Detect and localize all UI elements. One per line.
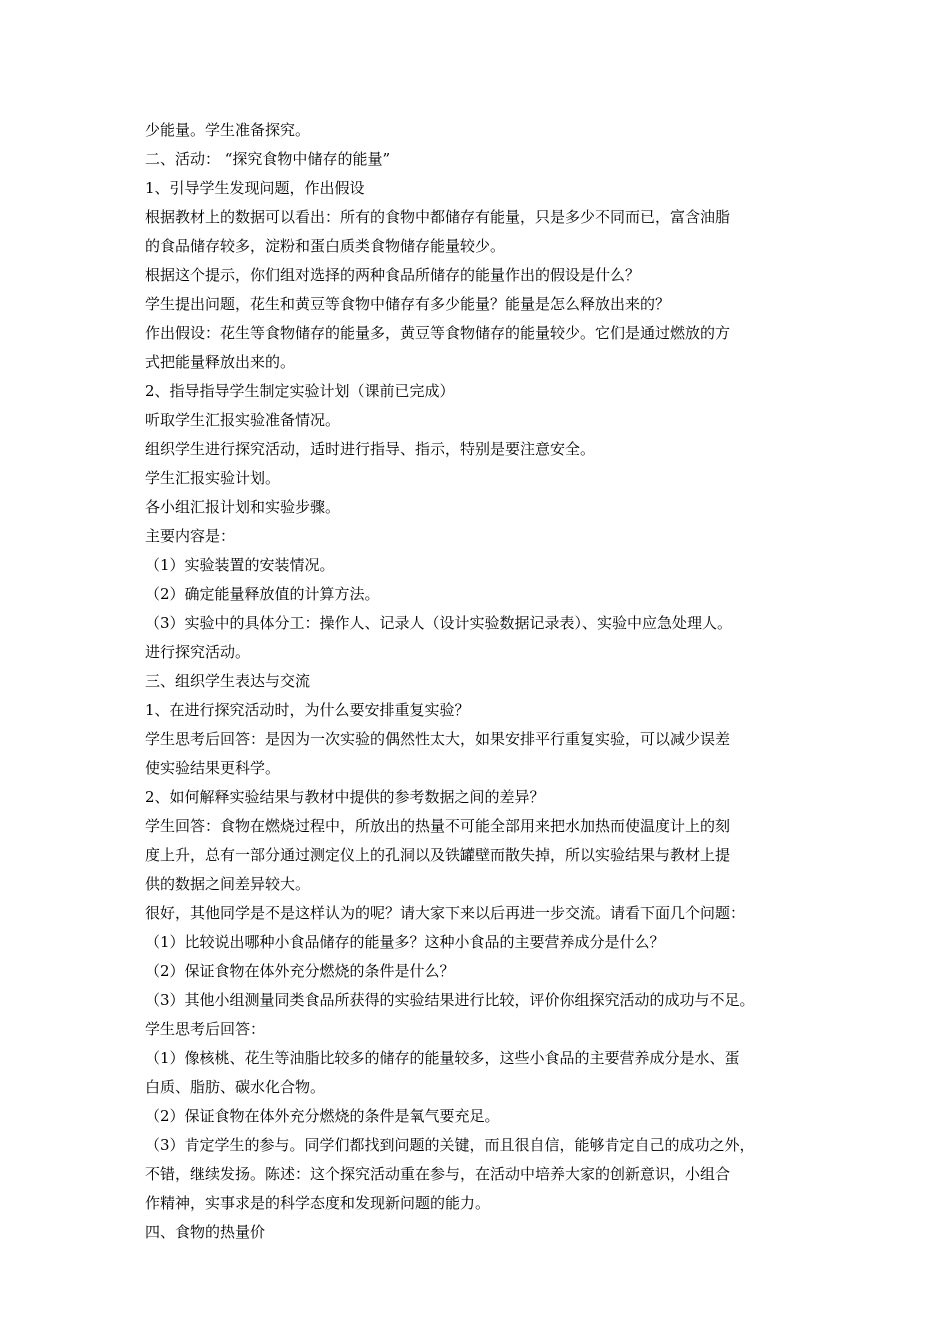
text-line: 根据这个提示，你们组对选择的两种食品所储存的能量作出的假设是什么？: [145, 266, 641, 284]
section-heading: 二、活动： “探究食物中储存的能量”: [145, 150, 391, 168]
text-line: 白质、脂肪、碳水化合物。: [145, 1078, 326, 1096]
text-line: 很好，其他同学是不是这样认为的呢？请大家下来以后再进一步交流。请看下面几个问题：: [145, 904, 746, 922]
text-line: 使实验结果更科学。: [145, 759, 281, 777]
text-line: 根据教材上的数据可以看出：所有的食物中都储存有能量，只是多少不同而已，富含油脂: [145, 208, 731, 226]
list-item: （3）实验中的具体分工：操作人、记录人（设计实验数据记录表）、实验中应急处理人。: [145, 614, 733, 632]
text-line: 主要内容是：: [145, 527, 236, 545]
list-item: （3）其他小组测量同类食品所获得的实验结果进行比较，评价你组探究活动的成功与不足。: [145, 991, 755, 1009]
text-line: 供的数据之间差异较大。: [145, 875, 311, 893]
text-line: 学生思考后回答：是因为一次实验的偶然性太大，如果安排平行重复实验，可以减少误差: [145, 730, 731, 748]
text-line: 不错，继续发扬。陈述：这个探究活动重在参与，在活动中培养大家的创新意识，小组合: [145, 1165, 731, 1183]
list-item: （1）比较说出哪种小食品储存的能量多？这种小食品的主要营养成分是什么？: [145, 933, 665, 951]
subsection-heading: 2、指导指导学生制定实验计划（课前已完成）: [145, 382, 455, 400]
text-line: 式把能量释放出来的。: [145, 353, 296, 371]
text-line: 听取学生汇报实验准备情况。: [145, 411, 341, 429]
text-line: 进行探究活动。: [145, 643, 251, 661]
list-item: （2）确定能量释放值的计算方法。: [145, 585, 380, 603]
text-line: 学生回答：食物在燃烧过程中，所放出的热量不可能全部用来把水加热而使温度计上的刻: [145, 817, 731, 835]
text-line: 学生提出问题，花生和黄豆等食物中储存有多少能量？能量是怎么释放出来的？: [145, 295, 671, 313]
list-item: （3）肯定学生的参与。同学们都找到问题的关键，而且很自信，能够肯定自己的成功之外，: [145, 1136, 755, 1154]
text-line: 各小组汇报计划和实验步骤。: [145, 498, 341, 516]
text-line: 度上升，总有一部分通过测定仪上的孔洞以及铁罐壁而散失掉，所以实验结果与教材上提: [145, 846, 731, 864]
subsection-heading: 2、如何解释实验结果与教材中提供的参考数据之间的差异？: [145, 788, 545, 806]
text-line: 的食品储存较多，淀粉和蛋白质类食物储存能量较少。: [145, 237, 506, 255]
subsection-heading: 1、引导学生发现问题，作出假设: [145, 179, 365, 197]
subsection-heading: 1、在进行探究活动时，为什么要安排重复实验？: [145, 701, 470, 719]
list-item: （1）像核桃、花生等油脂比较多的储存的能量较多，这些小食品的主要营养成分是水、蛋: [145, 1049, 740, 1067]
list-item: （1）实验装置的安装情况。: [145, 556, 335, 574]
text-line: 学生汇报实验计划。: [145, 469, 281, 487]
text-line: 作精神，实事求是的科学态度和发现新问题的能力。: [145, 1194, 491, 1212]
document-body: [145, 116, 820, 1247]
text-line: 学生思考后回答：: [145, 1020, 266, 1038]
text-line: 作出假设：花生等食物储存的能量多，黄豆等食物储存的能量较少。它们是通过燃放的方: [145, 324, 731, 342]
text-line: 少能量。学生准备探究。: [145, 121, 311, 139]
list-item: （2）保证食物在体外充分燃烧的条件是什么？: [145, 962, 455, 980]
section-heading: 四、食物的热量价: [145, 1223, 266, 1241]
list-item: （2）保证食物在体外充分燃烧的条件是氧气要充足。: [145, 1107, 500, 1125]
text-line: 组织学生进行探究活动，适时进行指导、指示，特别是要注意安全。: [145, 440, 596, 458]
section-heading: 三、组织学生表达与交流: [145, 672, 311, 690]
